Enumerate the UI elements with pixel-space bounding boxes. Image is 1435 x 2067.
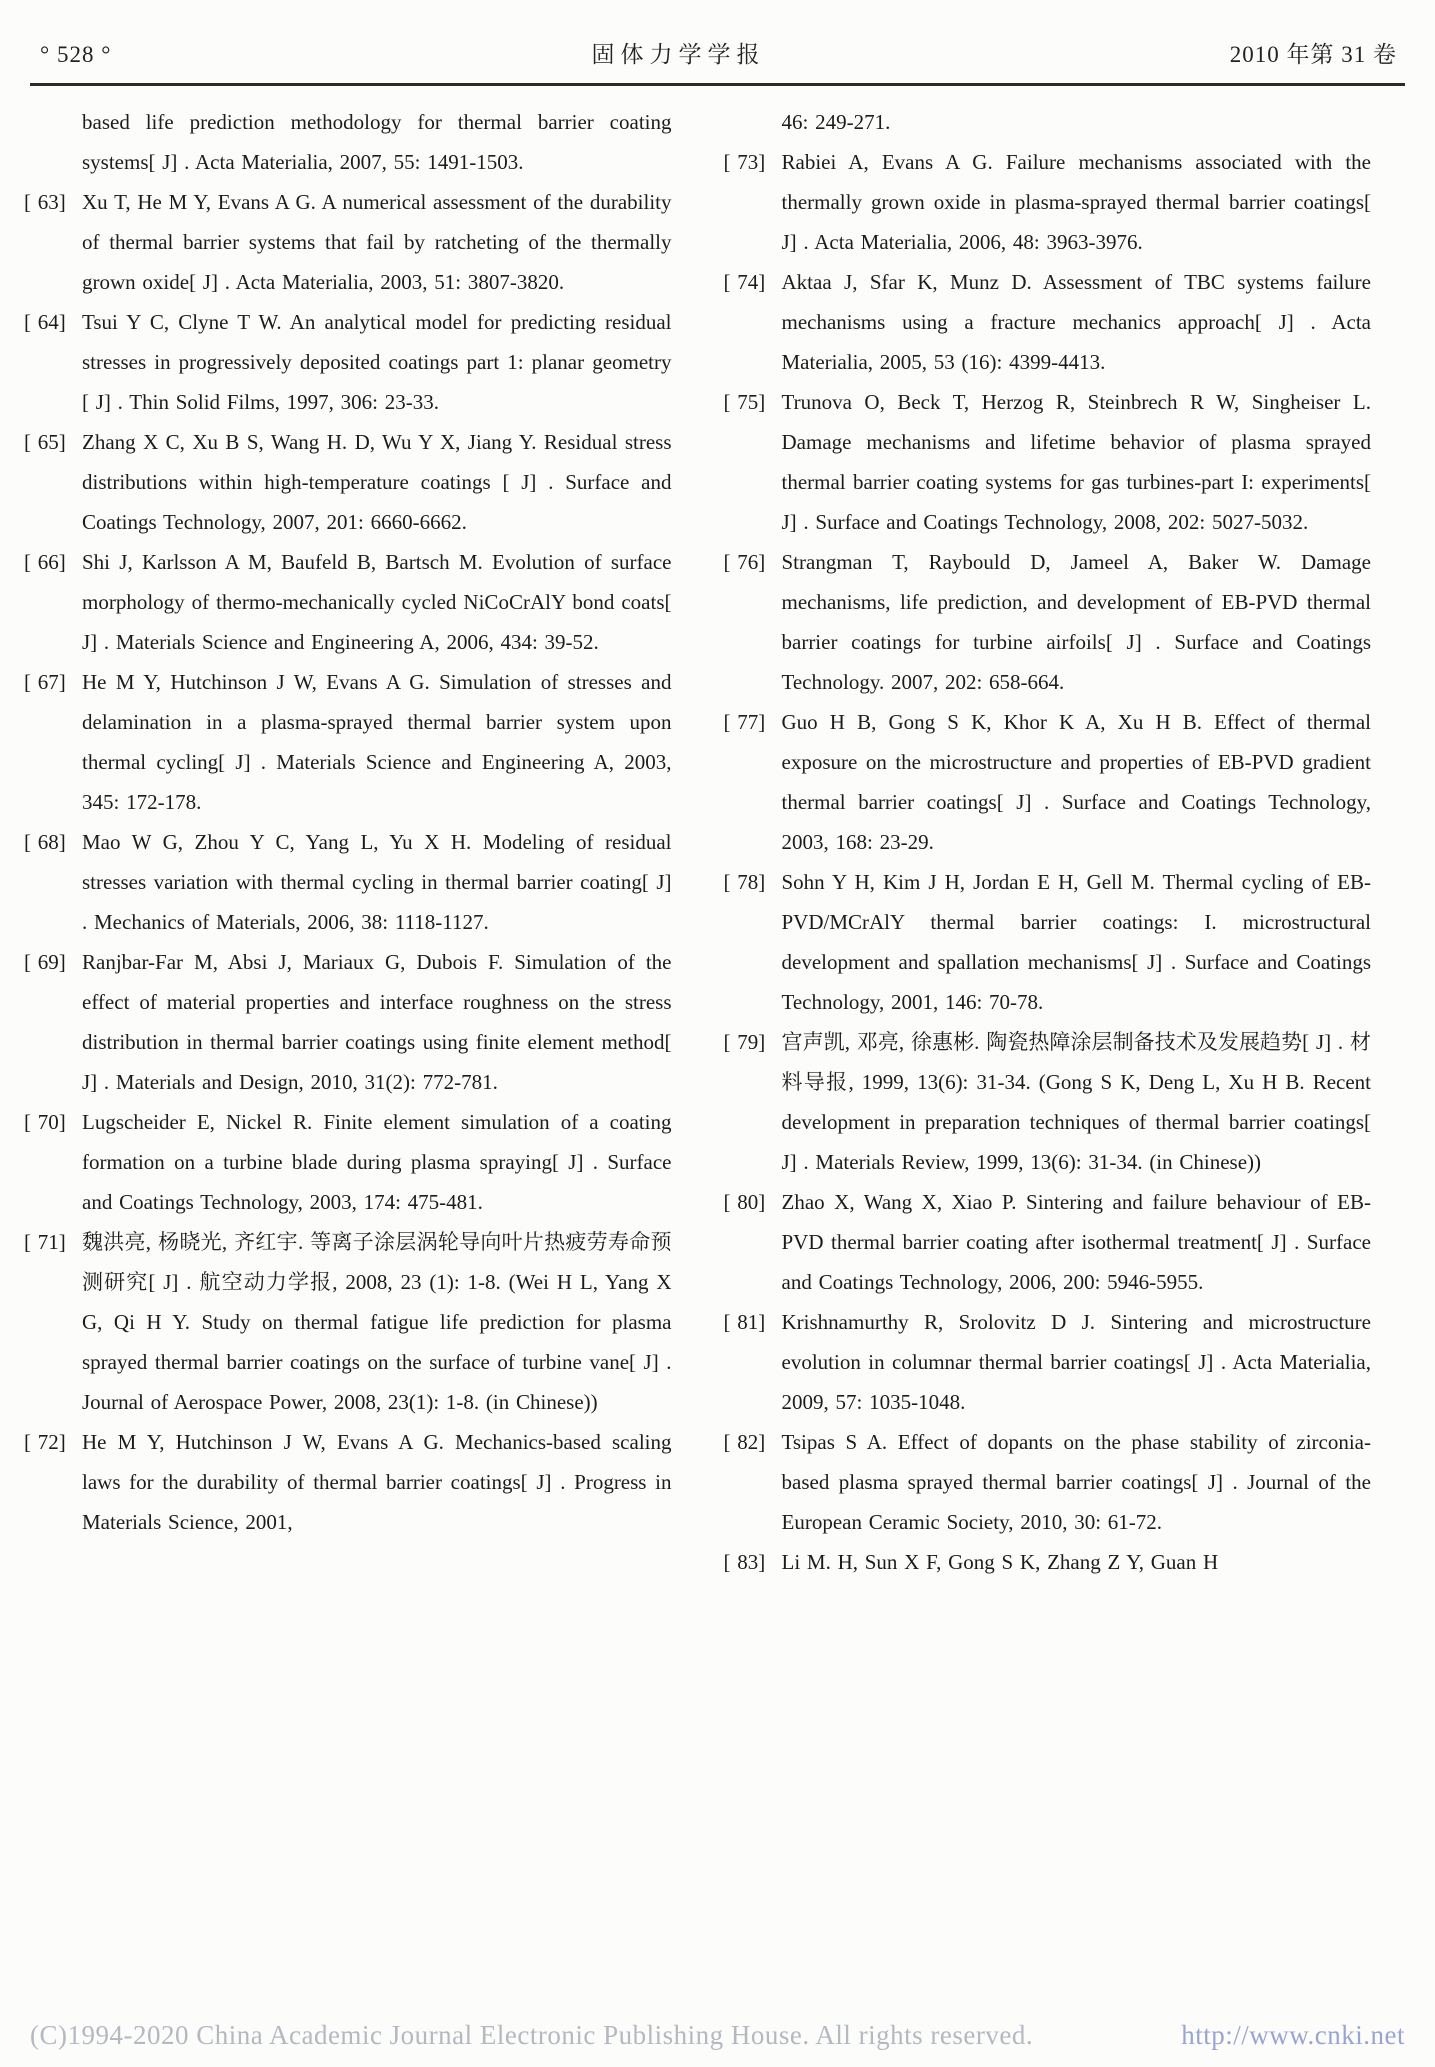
reference-item <box>724 1302 1372 1422</box>
reference-item <box>24 662 672 822</box>
reference-item <box>724 862 1372 1022</box>
reference-text: based life prediction methodology for thermal barrier coating systems[ J] . Acta Materialia, 2007, 55: 1491-1503. <box>82 110 672 174</box>
reference-text: Shi J, Karlsson A M, Baufeld B, Bartsch M. Evolution of surface morphology of thermo-mechanically cycled NiCoCrAlY bond coats[ J] . Materials Science and Engineering A, 2006, 434: 39-52. <box>82 550 672 654</box>
reference-label: [ 66] <box>24 550 66 574</box>
reference-text: Krishnamurthy R, Srolovitz D J. Sintering and microstructure evolution in columnar thermal barrier coatings[ J] . Acta Materialia, 2009, 57: 1035-1048. <box>781 1310 1371 1414</box>
reference-item <box>24 182 672 302</box>
reference-label: [ 68] <box>24 830 66 854</box>
reference-text: Ranjbar-Far M, Absi J, Mariaux G, Dubois F. Simulation of the effect of material properties and interface roughness on the stress distribution in thermal barrier coatings using finite element method[ J] . Materials and Design, 2010, 31(2): 772-781. <box>82 950 672 1094</box>
issue-info: 2010 年第 31 卷 <box>1229 42 1397 67</box>
reference-label: [ 80] <box>723 1190 766 1214</box>
reference-text: Lugscheider E, Nickel R. Finite element simulation of a coating formation on a turbine blade during plasma spraying[ J] . Surface and Coatings Technology, 2003, 174: 475-481. <box>82 1110 672 1214</box>
reference-label: [ 82] <box>723 1430 766 1454</box>
watermark-url: http://www.cnki.net <box>1181 2020 1405 2050</box>
reference-text: 魏洪亮, 杨晓光, 齐红宇. 等离子涂层涡轮导向叶片热疲劳寿命预测研究[ J] . 航空动力学报, 2008, 23 (1): 1-8. (Wei H L, Yang X G, Qi H Y. Study on thermal fatigue life prediction for plasma sprayed thermal barrier coatings on the surface of turbine vane[ J] . Journal of Aerospace Power, 2008, 23(1): 1-8. (in Chinese)) <box>82 1230 672 1414</box>
reference-label: [ 72] <box>24 1430 66 1454</box>
reference-item <box>24 302 672 422</box>
reference-item <box>724 702 1372 862</box>
reference-text: He M Y, Hutchinson J W, Evans A G. Simulation of stresses and delamination in a plasma-sprayed thermal barrier system upon thermal cycling[ J] . Materials Science and Engineering A, 2003, 345: 172-178. <box>82 670 672 814</box>
watermark-text: (C)1994-2020 China Academic Journal Electronic Publishing House. All rights reserved. <box>30 2020 1034 2050</box>
reference-text: Sohn Y H, Kim J H, Jordan E H, Gell M. Thermal cycling of EB-PVD/MCrAlY thermal barrier coatings: I. microstructural development and spallation mechanisms[ J] . Surface and Coatings Technology, 2001, 146: 70-78. <box>781 870 1371 1014</box>
reference-label: [ 63] <box>24 190 66 214</box>
reference-label: [ 75] <box>723 390 766 414</box>
reference-item <box>24 942 672 1102</box>
reference-text: Aktaa J, Sfar K, Munz D. Assessment of TBC systems failure mechanisms using a fracture mechanics approach[ J] . Acta Materialia, 2005, 53 (16): 4399-4413. <box>781 270 1371 374</box>
watermark <box>0 2020 1435 2051</box>
reference-item <box>24 102 672 182</box>
reference-item <box>724 1422 1372 1542</box>
reference-text: Xu T, He M Y, Evans A G. A numerical assessment of the durability of thermal barrier systems that fail by ratcheting of the thermally grown oxide[ J] . Acta Materialia, 2003, 51: 3807-3820. <box>82 190 672 294</box>
reference-text: 46: 249-271. <box>781 110 891 134</box>
reference-label: [ 73] <box>723 150 766 174</box>
reference-label: [ 74] <box>723 270 766 294</box>
reference-label: [ 78] <box>723 870 766 894</box>
reference-item <box>24 1102 672 1222</box>
reference-label: [ 69] <box>24 950 66 974</box>
reference-item <box>24 822 672 942</box>
reference-item <box>724 382 1372 542</box>
reference-text: Zhao X, Wang X, Xiao P. Sintering and failure behaviour of EB-PVD thermal barrier coating after isothermal treatment[ J] . Surface and Coatings Technology, 2006, 200: 5946-5955. <box>781 1190 1371 1294</box>
reference-label: [ 67] <box>24 670 66 694</box>
reference-text: Zhang X C, Xu B S, Wang H. D, Wu Y X, Jiang Y. Residual stress distributions within high-temperature coatings [ J] . Surface and Coatings Technology, 2007, 201: 6660-6662. <box>82 430 672 534</box>
reference-item <box>724 1542 1372 1582</box>
reference-item <box>724 1022 1372 1182</box>
reference-item <box>24 542 672 662</box>
page-number: ° 528 ° <box>40 42 112 67</box>
reference-text: Trunova O, Beck T, Herzog R, Steinbrech R W, Singheiser L. Damage mechanisms and lifetime behavior of plasma sprayed thermal barrier coating systems for gas turbines-part I: experiments[ J] . Surface and Coatings Technology, 2008, 202: 5027-5032. <box>781 390 1371 534</box>
page-header <box>0 0 1435 69</box>
reference-item <box>724 102 1372 142</box>
reference-label: [ 70] <box>24 1110 66 1134</box>
reference-item <box>24 1422 672 1542</box>
references-column-right <box>724 102 1372 1582</box>
reference-text: Li M. H, Sun X F, Gong S K, Zhang Z Y, Guan H <box>781 1550 1219 1574</box>
reference-text: 宫声凯, 邓亮, 徐惠彬. 陶瓷热障涂层制备技术及发展趋势[ J] . 材料导报, 1999, 13(6): 31-34. (Gong S K, Deng L, Xu H B. Recent development in preparation techniques of thermal barrier coatings[ J] . Materials Review, 1999, 13(6): 31-34. (in Chinese)) <box>781 1030 1371 1174</box>
references-column-left <box>24 102 672 1582</box>
reference-label: [ 79] <box>723 1030 766 1054</box>
reference-label: [ 76] <box>723 550 766 574</box>
reference-label: [ 64] <box>24 310 66 334</box>
reference-label: [ 81] <box>723 1310 766 1334</box>
reference-text: Guo H B, Gong S K, Khor K A, Xu H B. Effect of thermal exposure on the microstructure and properties of EB-PVD gradient thermal barrier coatings[ J] . Surface and Coatings Technology, 2003, 168: 23-29. <box>781 710 1371 854</box>
reference-text: He M Y, Hutchinson J W, Evans A G. Mechanics-based scaling laws for the durability of thermal barrier coatings[ J] . Progress in Materials Science, 2001, <box>82 1430 672 1534</box>
reference-item <box>724 542 1372 702</box>
reference-text: Rabiei A, Evans A G. Failure mechanisms associated with the thermally grown oxide in plasma-sprayed thermal barrier coatings[ J] . Acta Materialia, 2006, 48: 3963-3976. <box>781 150 1371 254</box>
reference-text: Tsipas S A. Effect of dopants on the phase stability of zirconia-based plasma sprayed thermal barrier coatings[ J] . Journal of the European Ceramic Society, 2010, 30: 61-72. <box>781 1430 1371 1534</box>
reference-item <box>24 1222 672 1422</box>
reference-label: [ 65] <box>24 430 66 454</box>
reference-label: [ 83] <box>723 1550 766 1574</box>
reference-label: [ 71] <box>24 1230 66 1254</box>
reference-item <box>724 262 1372 382</box>
reference-text: Tsui Y C, Clyne T W. An analytical model for predicting residual stresses in progressively deposited coatings part 1: planar geometry [ J] . Thin Solid Films, 1997, 306: 23-33. <box>82 310 672 414</box>
reference-item <box>724 1182 1372 1302</box>
reference-item <box>724 142 1372 262</box>
reference-text: Strangman T, Raybould D, Jameel A, Baker W. Damage mechanisms, life prediction, and development of EB-PVD thermal barrier coatings for turbine airfoils[ J] . Surface and Coatings Technology. 2007, 202: 658-664. <box>781 550 1371 694</box>
reference-label: [ 77] <box>723 710 766 734</box>
reference-item <box>24 422 672 542</box>
references-section <box>0 86 1435 1582</box>
reference-text: Mao W G, Zhou Y C, Yang L, Yu X H. Modeling of residual stresses variation with thermal cycling in thermal barrier coating[ J] . Mechanics of Materials, 2006, 38: 1118-1127. <box>82 830 672 934</box>
journal-title: 固体力学学报 <box>591 42 766 67</box>
